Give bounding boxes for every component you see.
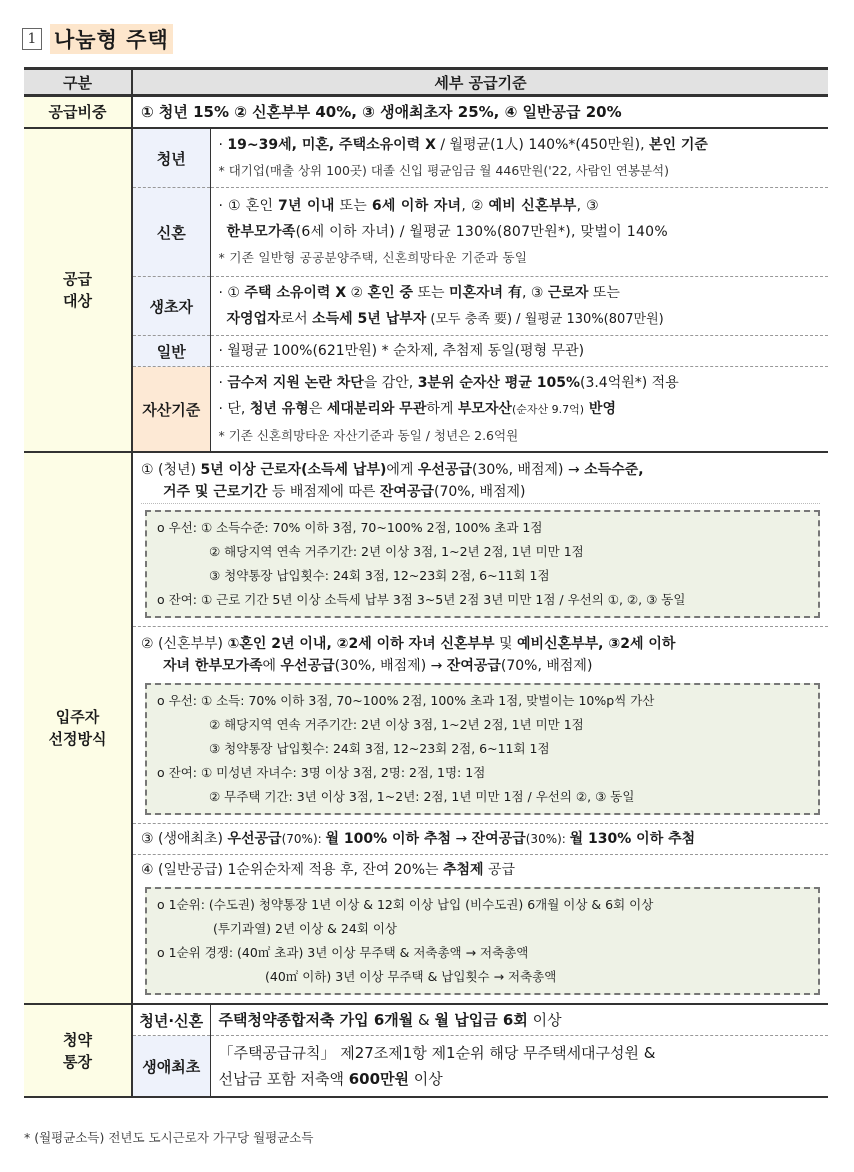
target-firsttime-row	[24, 277, 828, 336]
account-firsttime-sublabel: 생애최초	[132, 1036, 210, 1098]
youth-score-box: o 우선: ① 소득수준: 70% 이하 3점, 70~100% 2점, 100% 초과 1점 ② 해당지역 연속 거주기간: 2년 이상 3점, 1~2년 2점, 1년 미만 1점 ③ 청약통장 납입횟수: 24회 3점, 12~23회 2점, 6~11회 1점 o 잔여: ① 근로 기간 5년 이상 소득세 납부 3점 3~5년 2점 3년 미만 1점 / 우선의 ①, ②, ③ 동일	[145, 510, 820, 618]
general-rank-box: o 1순위: (수도권) 청약통장 1년 이상 & 12회 이상 납입 (비수도권) 6개월 이상 & 6회 이상 (투기과열) 2년 이상 & 24회 이상 o 1순위 경쟁: (40㎡ 초과) 3년 이상 무주택 & 저축총액 → 저축총액 (40㎡ 이하) 3년 이상 무주택 & 납입횟수 → 저축총액	[145, 887, 820, 995]
table-header-row	[24, 69, 828, 96]
selection-newlywed: ② (신혼부부) ①혼인 2년 이내, ②2세 이하 자녀 신혼부부 및 예비신혼부부, ③2세 이하 자녀 한부모가족에 우선공급(30%, 배점제) → 잔여공급(70%, 배점제) o 우선: ① 소득: 70% 이하 3점, 70~100% 2점, 100% 초과 1점, 맞벌이는 10%p씩 가산 ② 해당지역 연속 거주기간: 2년 이상 3점, 1~2년 2점, 1년 미만 1점 ③ 청약통장 납입횟수: 24회 3점, 12~23회 2점, 6~11회 1점 o 잔여: ① 미성년 자녀수: 3명 이상 3점, 2명: 2점, 1명: 1점 ② 무주택 기간: 3년 이상 3점, 1~2년: 2점, 1년 미만 1점 / 우선의 ②, ③ 동일	[132, 627, 828, 824]
selection-firsttime: ③ (생애최초) 우선공급(70%): 월 100% 이하 추첨 → 잔여공급(30%): 월 130% 이하 추첨	[132, 824, 828, 855]
youth-criteria: · 19~39세, 미혼, 주택소유이력 X / 월평균(1人) 140%*(450만원), 본인 기준 * 대기업(매출 상위 100곳) 대졸 신입 평균임금 월 446만원('22, 사람인 연봉분석)	[210, 128, 828, 188]
firsttime-sublabel: 생초자	[132, 277, 210, 336]
newlywed-criteria: · ① 혼인 7년 이내 또는 6세 이하 자녀, ② 예비 신혼부부, ③ 한부모가족(6세 이하 자녀) / 월평균 130%(807만원*), 맞벌이 140% * 기존 일반형 공공분양주택, 신혼희망타운 기준과 동일	[210, 188, 828, 277]
account-youth-row	[24, 1004, 828, 1036]
selection-youth: ① (청년) 5년 이상 근로자(소득세 납부)에게 우선공급(30%, 배점제) → 소득수준, 거주 및 근로기간 등 배점제에 따른 잔여공급(70%, 배점제) o 우선: ① 소득수준: 70% 이하 3점, 70~100% 2점, 100% 초과 1점 ② 해당지역 연속 거주기간: 2년 이상 3점, 1~2년 2점, 1년 미만 1점 ③ 청약통장 납입횟수: 24회 3점, 12~23회 2점, 6~11회 1점 o 잔여: ① 근로 기간 5년 이상 소득세 납부 3점 3~5년 2점 3년 미만 1점 / 우선의 ①, ②, ③ 동일	[132, 452, 828, 627]
target-asset-row	[24, 367, 828, 453]
selection-label-line2: 선정방식	[48, 730, 107, 748]
section-number-box: 1	[22, 28, 42, 50]
target-label-line1: 공급	[63, 270, 92, 288]
section-title-text: 나눔형 주택	[50, 24, 173, 54]
firsttime-criteria: · ① 주택 소유이력 X ② 혼인 중 또는 미혼자녀 有, ③ 근로자 또는 자영업자로서 소득세 5년 납부자 (모두 충족 要) / 월평균 130%(807만원)	[210, 277, 828, 336]
ratio-row	[24, 96, 828, 129]
selection-general-row	[24, 855, 828, 1005]
ratio-label: 공급비중	[24, 96, 132, 129]
account-label	[24, 1004, 132, 1097]
newlywed-sublabel: 신혼	[132, 188, 210, 277]
youth-note: * 대기업(매출 상위 100곳) 대졸 신입 평균임금 월 446만원('22, 사람인 연봉분석)	[218, 163, 669, 178]
selection-newlywed-row	[24, 627, 828, 824]
asset-sublabel: 자산기준	[132, 367, 210, 453]
footnote: * (월평균소득) 전년도 도시근로자 가구당 월평균소득	[24, 1130, 314, 1145]
header-detail: 세부 공급기준	[132, 69, 828, 96]
selection-label	[24, 452, 132, 1004]
selection-general: ④ (일반공급) 1순위순차제 적용 후, 잔여 20%는 추첨제 공급 o 1순위: (수도권) 청약통장 1년 이상 & 12회 이상 납입 (비수도권) 6개월 이상 & 6회 이상 (투기과열) 2년 이상 & 24회 이상 o 1순위 경쟁: (40㎡ 초과) 3년 이상 무주택 & 저축총액 → 저축총액 (40㎡ 이하) 3년 이상 무주택 & 납입횟수 → 저축총액	[132, 855, 828, 1005]
target-label-line2: 대상	[63, 292, 92, 310]
header-category: 구분	[24, 69, 132, 96]
account-label-line1: 청약	[63, 1030, 92, 1049]
target-label	[24, 128, 132, 452]
supply-criteria-table	[24, 67, 828, 1098]
account-firsttime-text: 「주택공급규칙」 제27조제1항 제1순위 해당 무주택세대구성원 & 선납금 포함 저축액 600만원 이상	[210, 1036, 828, 1098]
asset-note: * 기존 신혼희망타운 자산기준과 동일 / 청년은 2.6억원	[218, 427, 519, 443]
newlywed-note: * 기존 일반형 공공분양주택, 신혼희망타운 기준과 동일	[218, 250, 528, 265]
account-label-line2: 통장	[63, 1052, 92, 1071]
selection-firsttime-row	[24, 824, 828, 855]
ratio-text: ① 청년 15% ② 신혼부부 40%, ③ 생애최초자 25%, ④ 일반공급 20%	[132, 96, 828, 129]
youth-sublabel: 청년	[132, 128, 210, 188]
account-youth-sublabel: 청년·신혼	[132, 1004, 210, 1036]
selection-youth-row	[24, 452, 828, 627]
section-title	[22, 24, 173, 54]
account-youth-text: 주택청약종합저축 가입 6개월 & 월 납입금 6회 이상	[210, 1004, 828, 1036]
selection-label-line1: 입주자	[55, 708, 100, 726]
target-newlywed-row	[24, 188, 828, 277]
target-youth-row	[24, 128, 828, 188]
target-general-row	[24, 336, 828, 367]
general-sublabel: 일반	[132, 336, 210, 367]
asset-criteria: · 금수저 지원 논란 차단을 감안, 3분위 순자산 평균 105%(3.4억원*) 적용 · 단, 청년 유형은 세대분리와 무관하게 부모자산(순자산 9.7억) 반영 * 기존 신혼희망타운 자산기준과 동일 / 청년은 2.6억원	[210, 367, 828, 453]
general-criteria: · 월평균 100%(621만원) * 순차제, 추첨제 동일(평형 무관)	[210, 336, 828, 367]
account-firsttime-row	[24, 1036, 828, 1098]
newlywed-score-box: o 우선: ① 소득: 70% 이하 3점, 70~100% 2점, 100% 초과 1점, 맞벌이는 10%p씩 가산 ② 해당지역 연속 거주기간: 2년 이상 3점, 1~2년 2점, 1년 미만 1점 ③ 청약통장 납입횟수: 24회 3점, 12~23회 2점, 6~11회 1점 o 잔여: ① 미성년 자녀수: 3명 이상 3점, 2명: 2점, 1명: 1점 ② 무주택 기간: 3년 이상 3점, 1~2년: 2점, 1년 미만 1점 / 우선의 ②, ③ 동일	[145, 683, 820, 815]
